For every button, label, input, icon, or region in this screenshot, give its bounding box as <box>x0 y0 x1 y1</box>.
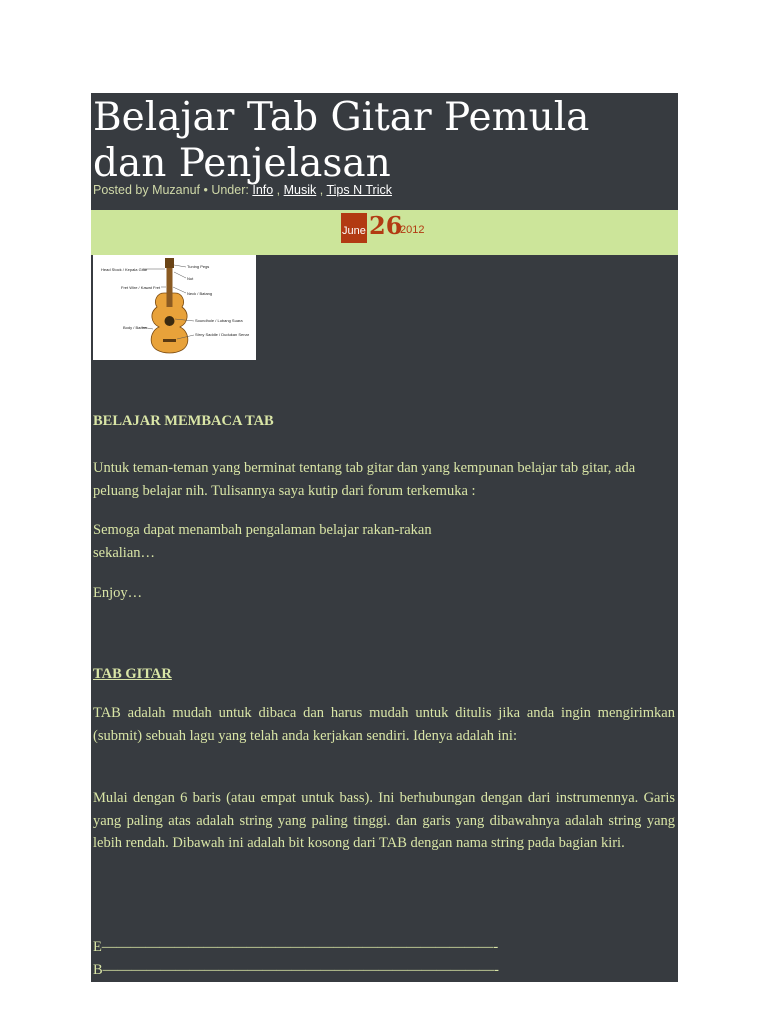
category-link-musik[interactable]: Musik <box>283 183 317 197</box>
category-separator: , <box>316 183 327 197</box>
label-fret-wire: Fret Wire / Kawat Fret <box>121 285 161 290</box>
date-month: June <box>342 225 366 237</box>
enjoy-text: Enjoy… <box>93 585 143 601</box>
label-soundhole: Soundhole / Lubang Suara <box>195 318 243 323</box>
label-head-stock: Head Stock / Kepala Gitar <box>101 267 148 272</box>
label-nut: Nut <box>187 276 194 281</box>
guitar-illustration <box>93 255 256 360</box>
wish-paragraph-line1: Semoga dapat menambah pengalaman belajar rakan-rakan <box>93 522 432 538</box>
guitar-diagram <box>93 255 256 360</box>
category-link-info[interactable]: Info <box>252 183 274 197</box>
category-link-tips[interactable]: Tips N Trick <box>326 183 392 197</box>
wish-paragraph-line2: sekalian… <box>93 545 156 561</box>
date-bar <box>91 210 678 255</box>
lines-explanation-paragraph: Mulai dengan 6 baris (atau empat untuk bass). Ini berhubungan dengan dari instrumennya. Garis yang paling atas adalah string yang paling tinggi. dan garis yang dibawahnya adalah string yang lebih rendah. Dibawah ini adalah bit kosong dari TAB dengan nama string pada bagian kiri. <box>93 790 675 851</box>
posted-by-text: Posted by Muzanuf • Under: <box>93 183 249 197</box>
label-saddle: Strny Saddle / Dudukan Senar <box>195 332 250 337</box>
post-meta <box>93 183 392 197</box>
date-year: 2012 <box>400 224 425 236</box>
tab-explanation-paragraph: TAB adalah mudah untuk dibaca dan harus mudah untuk ditulis jika anda ingin mengirimkan (submit) sebuah lagu yang telah anda kerjakan sendiri. Idenya adalah ini: <box>93 705 675 744</box>
label-neck: Neck / Batang <box>187 291 213 296</box>
tab-line-b: B———————————————————————————- <box>93 962 499 978</box>
label-body: Body / Badan <box>123 325 148 330</box>
label-tuning-pegs: Tuning Pegs <box>187 264 210 269</box>
post-panel <box>91 93 678 982</box>
section-heading-belajar: BELAJAR MEMBACA TAB <box>93 413 274 429</box>
category-separator: , <box>273 183 284 197</box>
post-title: Belajar Tab Gitar Pemula dan Penjelasan <box>93 95 590 186</box>
intro-paragraph: Untuk teman-teman yang berminat tentang tab gitar dan yang kempunan belajar tab gitar, ada peluang belajar nih. Tulisannya saya kutip dari forum terkemuka : <box>93 460 636 499</box>
date-day: 26 <box>369 211 403 240</box>
tab-line-e: E———————————————————————————- <box>93 939 499 955</box>
section-heading-tab-gitar: TAB GITAR <box>93 666 172 682</box>
